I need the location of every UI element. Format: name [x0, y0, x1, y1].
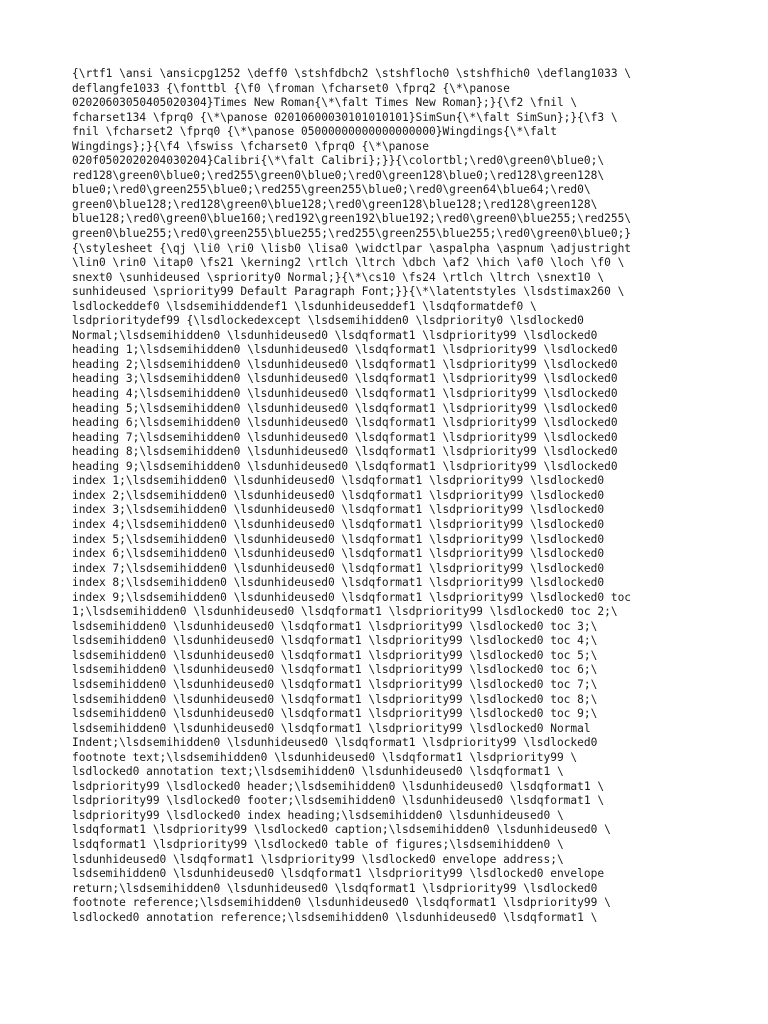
text-line: index 9;\lsdsemihidden0 \lsdunhideused0 \lsdqformat1 \lsdpriority99 \lsdlocked0 toc [72, 590, 632, 604]
text-line: index 6;\lsdsemihidden0 \lsdunhideused0 \lsdqformat1 \lsdpriority99 \lsdlocked0 [72, 547, 605, 561]
text-line: lsdsemihidden0 \lsdunhideused0 \lsdqformat1 \lsdpriority99 \lsdlocked0 toc 4;\ [72, 634, 598, 648]
text-line: lsdsemihidden0 \lsdunhideused0 \lsdqformat1 \lsdpriority99 \lsdlocked0 Normal [72, 721, 591, 735]
text-line: index 3;\lsdsemihidden0 \lsdunhideused0 \lsdqformat1 \lsdpriority99 \lsdlocked0 [72, 503, 605, 517]
text-line: \lin0 \rin0 \itap0 \fs21 \kerning2 \rtlch \ltrch \dbch \af2 \hich \af0 \loch \f0 \ [72, 256, 625, 270]
text-line: lsdsemihidden0 \lsdunhideused0 \lsdqformat1 \lsdpriority99 \lsdlocked0 toc 3;\ [72, 619, 598, 633]
text-line: heading 8;\lsdsemihidden0 \lsdunhideused0 \lsdqformat1 \lsdpriority99 \lsdlocked0 [72, 445, 618, 459]
text-line: lsdqformat1 \lsdpriority99 \lsdlocked0 table of figures;\lsdsemihidden0 \ [72, 837, 564, 851]
rtf-source-text [72, 67, 702, 925]
text-line: blue0;\red0\green255\blue0;\red255\green255\blue0;\red0\green64\blue64;\red0\ [72, 183, 591, 197]
text-line: return;\lsdsemihidden0 \lsdunhideused0 \lsdqformat1 \lsdpriority99 \lsdlocked0 [72, 881, 598, 895]
text-line: index 1;\lsdsemihidden0 \lsdunhideused0 \lsdqformat1 \lsdpriority99 \lsdlocked0 [72, 474, 605, 488]
text-line: index 7;\lsdsemihidden0 \lsdunhideused0 \lsdqformat1 \lsdpriority99 \lsdlocked0 [72, 561, 605, 575]
text-line: {\stylesheet {\qj \li0 \ri0 \lisb0 \lisa0 \widctlpar \aspalpha \aspnum \adjustright [72, 241, 632, 255]
text-line: lsdlockeddef0 \lsdsemihiddendef1 \lsdunhideuseddef1 \lsdqformatdef0 \ [72, 299, 537, 313]
text-line: {\rtf1 \ansi \ansicpg1252 \deff0 \stshfdbch2 \stshfloch0 \stshfhich0 \deflang1033 \ [72, 67, 632, 80]
text-line: green0\blue255;\red0\green255\blue255;\red255\green255\blue255;\red0\green0\blue0;} [72, 227, 632, 241]
text-line: 020f0502020204030204}Calibri{\*\falt Calibri};}}{\colortbl;\red0\green0\blue0;\ [72, 154, 605, 168]
text-line: Normal;\lsdsemihidden0 \lsdunhideused0 \lsdqformat1 \lsdpriority99 \lsdlocked0 [72, 328, 598, 342]
text-line: footnote reference;\lsdsemihidden0 \lsdunhideused0 \lsdqformat1 \lsdpriority99 \ [72, 896, 611, 910]
text-line: heading 4;\lsdsemihidden0 \lsdunhideused0 \lsdqformat1 \lsdpriority99 \lsdlocked0 [72, 387, 618, 401]
text-line: snext0 \sunhideused \spriority0 Normal;}{\*\cs10 \fs24 \rtlch \ltrch \snext10 \ [72, 270, 605, 284]
text-line: lsdpriority99 \lsdlocked0 footer;\lsdsemihidden0 \lsdunhideused0 \lsdqformat1 \ [72, 794, 605, 808]
text-line: lsdsemihidden0 \lsdunhideused0 \lsdqformat1 \lsdpriority99 \lsdlocked0 envelope [72, 867, 605, 881]
text-line: fcharset134 \fprq0 {\*\panose 02010600030101010101}SimSun{\*\falt SimSun};}{\f3 \ [72, 110, 618, 124]
text-line: lsdsemihidden0 \lsdunhideused0 \lsdqformat1 \lsdpriority99 \lsdlocked0 toc 7;\ [72, 677, 598, 691]
text-line: lsdprioritydef99 {\lsdlockedexcept \lsdsemihidden0 \lsdpriority0 \lsdlocked0 [72, 314, 584, 328]
text-line: Wingdings};}{\f4 \fswiss \fcharset0 \fprq0 {\*\panose [72, 139, 429, 153]
text-line: lsdsemihidden0 \lsdunhideused0 \lsdqformat1 \lsdpriority99 \lsdlocked0 toc 9;\ [72, 707, 598, 721]
text-line: lsdsemihidden0 \lsdunhideused0 \lsdqformat1 \lsdpriority99 \lsdlocked0 toc 8;\ [72, 692, 598, 706]
text-line: 1;\lsdsemihidden0 \lsdunhideused0 \lsdqformat1 \lsdpriority99 \lsdlocked0 toc 2;\ [72, 605, 618, 619]
text-line: sunhideused \spriority99 Default Paragraph Font;}}{\*\latentstyles \lsdstimax260 \ [72, 285, 625, 299]
text-line: index 2;\lsdsemihidden0 \lsdunhideused0 \lsdqformat1 \lsdpriority99 \lsdlocked0 [72, 488, 605, 502]
text-line: lsdsemihidden0 \lsdunhideused0 \lsdqformat1 \lsdpriority99 \lsdlocked0 toc 6;\ [72, 663, 598, 677]
text-line: lsdpriority99 \lsdlocked0 index heading;\lsdsemihidden0 \lsdunhideused0 \ [72, 808, 564, 822]
text-line: heading 7;\lsdsemihidden0 \lsdunhideused0 \lsdqformat1 \lsdpriority99 \lsdlocked0 [72, 430, 618, 444]
text-line: blue128;\red0\green0\blue160;\red192\green192\blue192;\red0\green0\blue255;\red255\ [72, 212, 632, 226]
text-line: heading 2;\lsdsemihidden0 \lsdunhideused0 \lsdqformat1 \lsdpriority99 \lsdlocked0 [72, 357, 618, 371]
text-line: lsdlocked0 annotation text;\lsdsemihidden0 \lsdunhideused0 \lsdqformat1 \ [72, 765, 564, 779]
text-line: red128\green0\blue0;\red255\green0\blue0;\red0\green128\blue0;\red128\green128\ [72, 168, 605, 182]
text-line: 02020603050405020304}Times New Roman{\*\falt Times New Roman};}{\f2 \fnil \ [72, 96, 578, 110]
text-line: lsdunhideused0 \lsdqformat1 \lsdpriority99 \lsdlocked0 envelope address;\ [72, 852, 564, 866]
text-line: heading 3;\lsdsemihidden0 \lsdunhideused0 \lsdqformat1 \lsdpriority99 \lsdlocked0 [72, 372, 618, 386]
text-line: deflangfe1033 {\fonttbl {\f0 \froman \fcharset0 \fprq2 {\*\panose [72, 81, 510, 95]
text-line: index 5;\lsdsemihidden0 \lsdunhideused0 \lsdqformat1 \lsdpriority99 \lsdlocked0 [72, 532, 605, 546]
text-line: fnil \fcharset2 \fprq0 {\*\panose 05000000000000000000}Wingdings{\*\falt [72, 125, 557, 139]
text-line: heading 5;\lsdsemihidden0 \lsdunhideused0 \lsdqformat1 \lsdpriority99 \lsdlocked0 [72, 401, 618, 415]
text-line: lsdsemihidden0 \lsdunhideused0 \lsdqformat1 \lsdpriority99 \lsdlocked0 toc 5;\ [72, 648, 598, 662]
text-line: index 4;\lsdsemihidden0 \lsdunhideused0 \lsdqformat1 \lsdpriority99 \lsdlocked0 [72, 517, 605, 531]
text-line: footnote text;\lsdsemihidden0 \lsdunhideused0 \lsdqformat1 \lsdpriority99 \ [72, 750, 578, 764]
text-line: lsdlocked0 annotation reference;\lsdsemihidden0 \lsdunhideused0 \lsdqformat1 \ [72, 910, 598, 924]
text-line: Indent;\lsdsemihidden0 \lsdunhideused0 \lsdqformat1 \lsdpriority99 \lsdlocked0 [72, 736, 598, 750]
text-line: lsdqformat1 \lsdpriority99 \lsdlocked0 caption;\lsdsemihidden0 \lsdunhideused0 \ [72, 823, 611, 837]
text-line: heading 1;\lsdsemihidden0 \lsdunhideused0 \lsdqformat1 \lsdpriority99 \lsdlocked0 [72, 343, 618, 357]
text-line: index 8;\lsdsemihidden0 \lsdunhideused0 \lsdqformat1 \lsdpriority99 \lsdlocked0 [72, 576, 605, 590]
text-line: green0\blue128;\red128\green0\blue128;\red0\green128\blue128;\red128\green128\ [72, 197, 598, 211]
text-line: lsdpriority99 \lsdlocked0 header;\lsdsemihidden0 \lsdunhideused0 \lsdqformat1 \ [72, 779, 605, 793]
text-line: heading 9;\lsdsemihidden0 \lsdunhideused0 \lsdqformat1 \lsdpriority99 \lsdlocked0 [72, 459, 618, 473]
text-line: heading 6;\lsdsemihidden0 \lsdunhideused0 \lsdqformat1 \lsdpriority99 \lsdlocked0 [72, 416, 618, 430]
